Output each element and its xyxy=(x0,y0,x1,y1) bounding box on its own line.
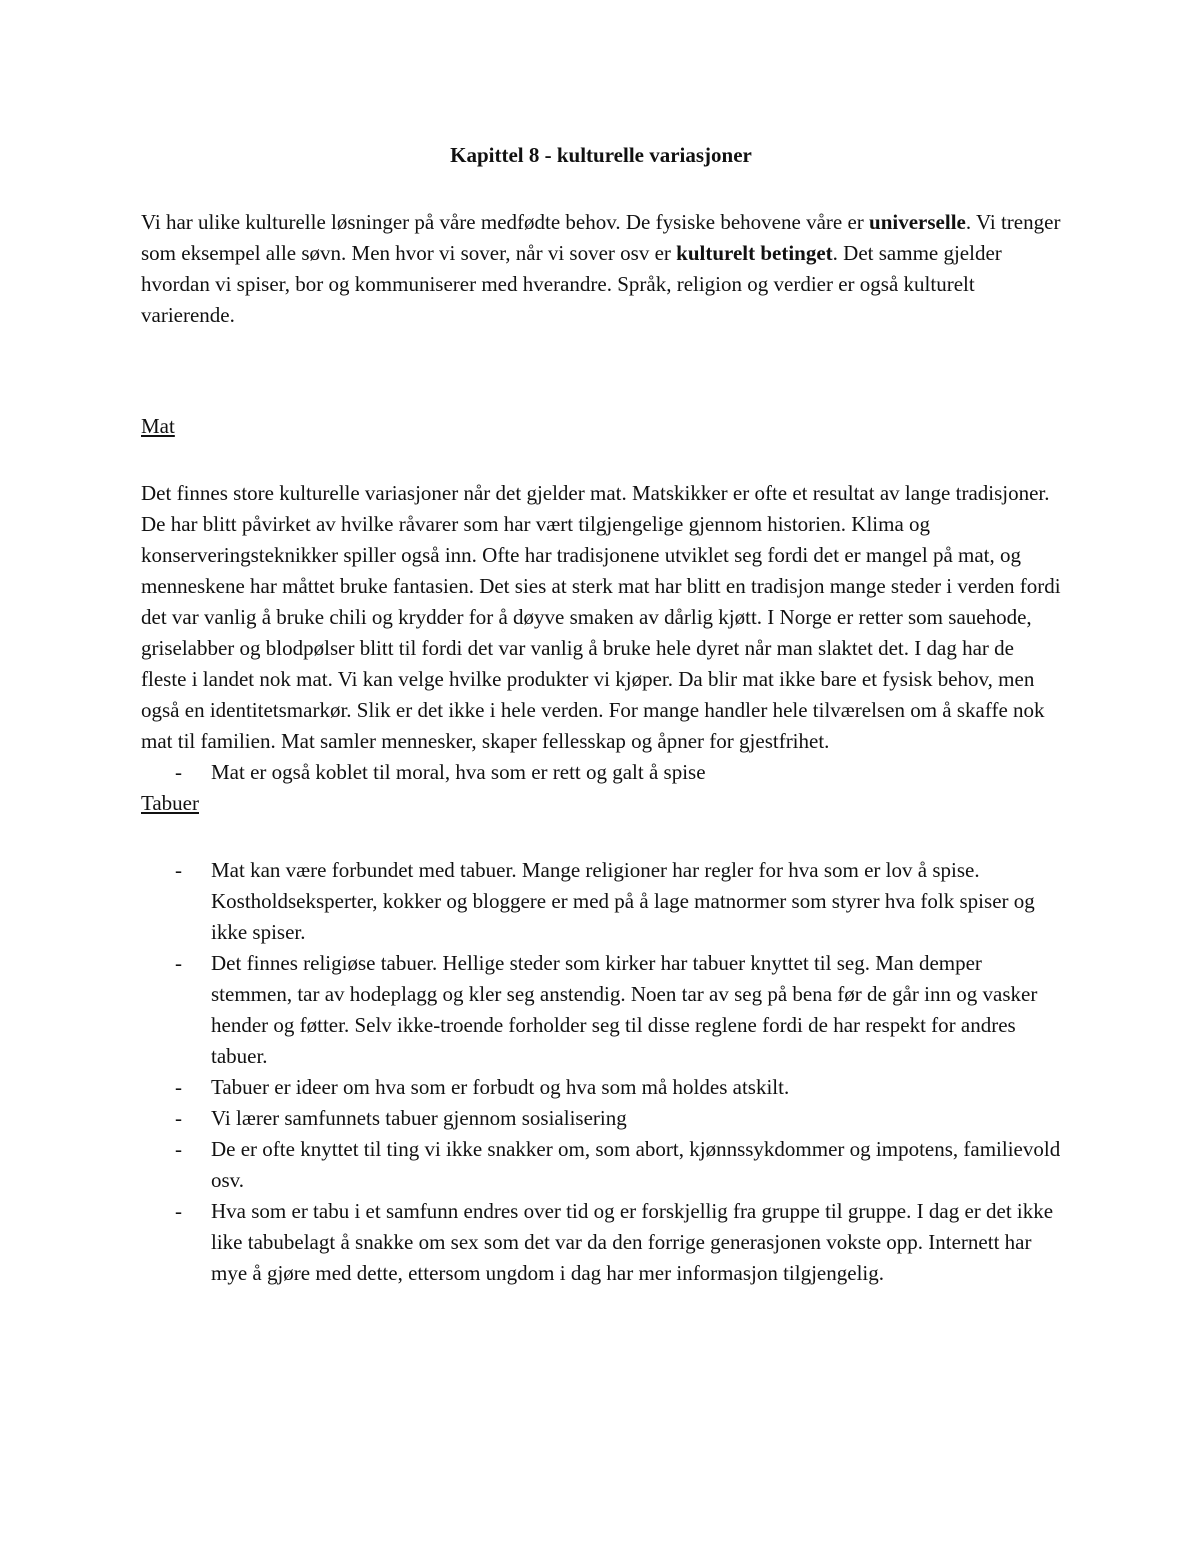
list-item xyxy=(141,855,1061,948)
list-item-text: De er ofte knyttet til ting vi ikke snakker om, som abort, kjønnssykdommer og impotens, familievold osv. xyxy=(211,1137,1061,1192)
intro-text-1: Vi har ulike kulturelle løsninger på våre medfødte behov. De fysiske behovene våre er xyxy=(141,210,870,234)
mat-bullet-list xyxy=(141,757,1061,788)
page-title: Kapittel 8 - kulturelle variasjoner xyxy=(450,143,752,167)
list-item xyxy=(141,948,1061,1072)
section-heading-mat: Mat xyxy=(141,414,175,438)
list-item-text: Det finnes religiøse tabuer. Hellige steder som kirker har tabuer knyttet til seg. Man demper stemmen, tar av hodeplagg og kler seg anstendig. Noen tar av seg på bena før de går inn og vasker hender og føtter. Selv ikke-troende forholder seg til disse reglene fordi de har respekt for andres tabuer. xyxy=(211,951,1038,1068)
list-item xyxy=(141,757,1061,788)
dash-bullet: - xyxy=(175,1106,182,1130)
dash-bullet: - xyxy=(175,858,182,882)
dash-bullet: - xyxy=(175,1137,182,1161)
dash-bullet: - xyxy=(175,951,182,975)
intro-bold-kulturelt-betinget: kulturelt betinget xyxy=(676,241,833,265)
list-item-text: Vi lærer samfunnets tabuer gjennom sosialisering xyxy=(211,1106,627,1130)
intro-text-2: . Vi trenger som eksempel alle søvn. Men hvor vi sover, når vi sover osv er xyxy=(141,210,1061,265)
list-item-text: Hva som er tabu i et samfunn endres over tid og er forskjellig fra gruppe til gruppe. I dag er det ikke like tabubelagt å snakke om sex som det var da den forrige generasjonen vokste opp. Internett har mye å gjøre med dette, ettersom ungdom i dag har mer informasjon tilgjengelig. xyxy=(211,1199,1054,1285)
list-item-text: Mat er også koblet til moral, hva som er rett og galt å spise xyxy=(211,760,706,784)
list-item xyxy=(141,1103,1061,1134)
list-item-text: Tabuer er ideer om hva som er forbudt og hva som må holdes atskilt. xyxy=(211,1075,790,1099)
section-heading-tabuer: Tabuer xyxy=(141,791,199,815)
dash-bullet: - xyxy=(175,1199,182,1223)
intro-bold-universelle: universelle xyxy=(869,210,966,234)
list-item xyxy=(141,1072,1061,1103)
mat-paragraph: Det finnes store kulturelle variasjoner når det gjelder mat. Matskikker er ofte et resultat av lange tradisjoner. De har blitt påvirket av hvilke råvarer som har vært tilgjengelige gjennom historien. Klima og konserveringsteknikker spiller også inn. Ofte har tradisjonene utviklet seg fordi det er mangel på mat, og menneskene har måttet bruke fantasien. Det sies at sterk mat har blitt en tradisjon mange steder i verden fordi det var vanlig å bruke chili og krydder for å døyve smaken av dårlig kjøtt. I Norge er retter som sauehode, griselabber og blodpølser blitt til fordi det var vanlig å bruke hele dyret når man slaktet det. I dag har de fleste i landet nok mat. Vi kan velge hvilke produkter vi kjøper. Da blir mat ikke bare et fysisk behov, men også en identitetsmarkør. Slik er det ikke i hele verden. For mange handler hele tilværelsen om å skaffe nok mat til familien. Mat samler mennesker, skaper fellesskap og åpner for gjestfrihet. xyxy=(141,481,1061,753)
intro-text-3: . Det samme gjelder hvordan vi spiser, bor og kommuniserer med hverandre. Språk, religion og verdier er også kulturelt varierende. xyxy=(141,241,1002,327)
list-item-text: Mat kan være forbundet med tabuer. Mange religioner har regler for hva som er lov å spise. Kostholdseksperter, kokker og bloggere er med på å lage matnormer som styrer hva folk spiser og ikke spiser. xyxy=(211,858,1035,944)
dash-bullet: - xyxy=(175,1075,182,1099)
dash-bullet: - xyxy=(175,760,182,784)
intro-paragraph xyxy=(141,207,1061,331)
list-item xyxy=(141,1134,1061,1196)
tabuer-bullet-list xyxy=(141,855,1061,1289)
document-page xyxy=(141,140,1061,1289)
list-item xyxy=(141,1196,1061,1289)
